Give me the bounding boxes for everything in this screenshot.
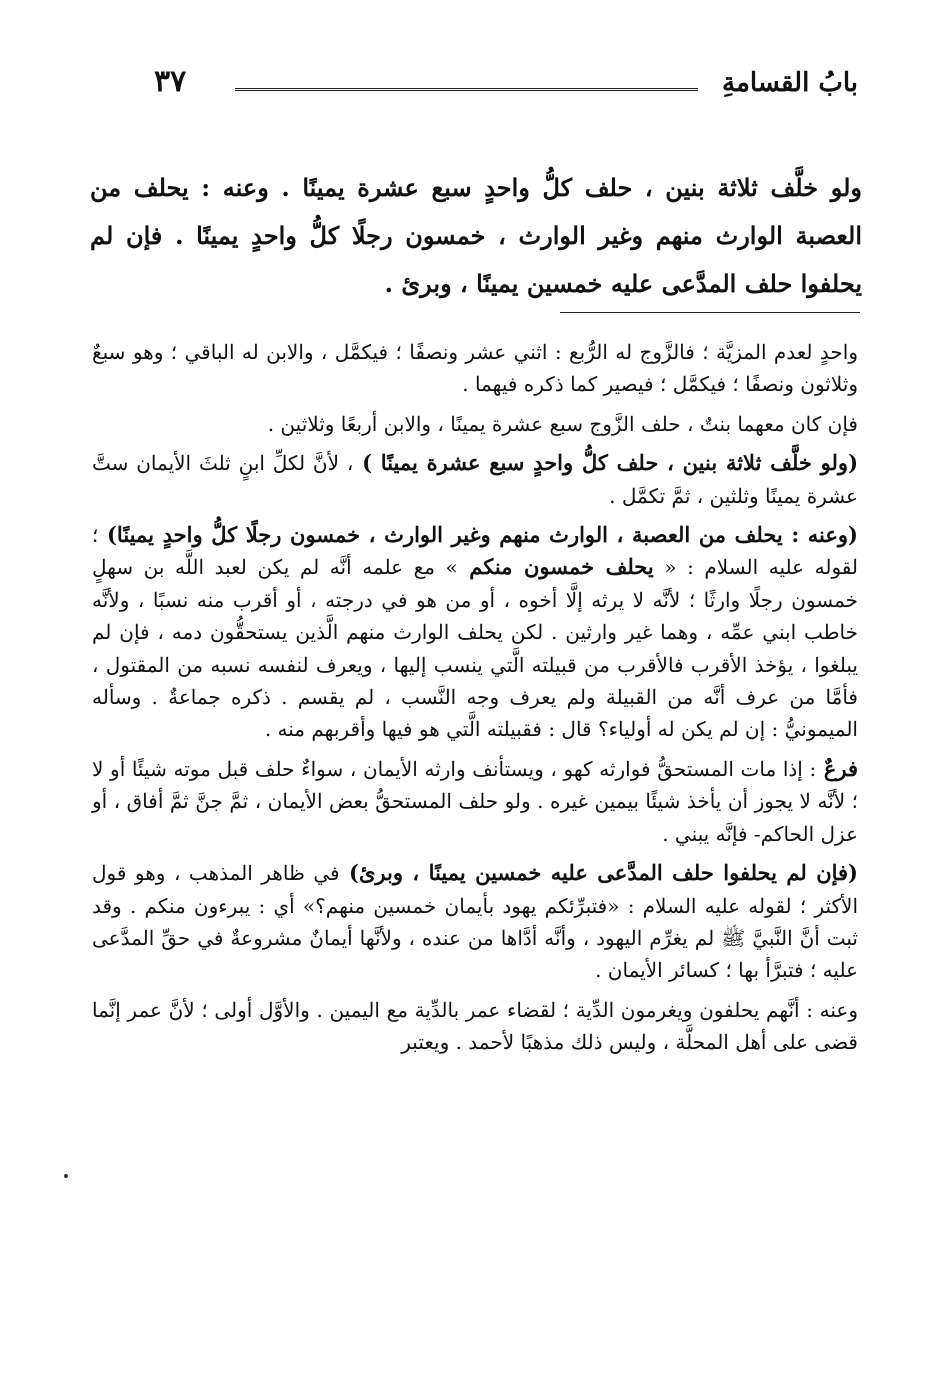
quoted-matn-text: (فإن لم يحلفوا حلف المدَّعى عليه خمسين يمينًا ، وبرئ) <box>339 860 858 886</box>
commentary-text: » مع علمه أنَّه لم يكن لعبد اللَّه بن سهلٍ خمسون رجلًا وارثًا ؛ لأنَّه لا يرثه إلَّا أخوه ، أو من هو في درجته ، أو أقرب منه نسبًا ، ولأنَّه خاطب ابني عمِّه ، وهما غير وارثين . لكن يحلف الوارث منهم الَّذين يستحقُّون دمه ، فإن لم يبلغوا ، يؤخذ الأقرب فالأقرب من قبيلته الَّتي ينسب إليها ، ويعرف لنفسه نسبه من المقتول ، فأمَّا من عرف أنَّه من القبيلة ولم يعرف وجه النَّسب ، لم يقسم . ذكره جماعةٌ . وسأله الميمونيُّ : إن لم يكن له أولياء؟ قال : فقبيلته الَّتي هو فيها وأقربهم منه . <box>92 555 858 742</box>
commentary-text: واحدٍ لعدم المزيَّة ؛ فالزَّوج له الرُّبع : اثني عشر ونصفًا ؛ فيكمَّل ، والابن له الباقي ؛ وهو سبعٌ وثلاثون ونصفًا ؛ فيكمَّل ؛ فيصير كما ذكره فيهما . <box>92 340 858 397</box>
quoted-matn-text: يحلف خمسون منكم <box>457 554 654 580</box>
quoted-matn-text: (وعنه : يحلف من العصبة ، الوارث منهم وغير الوارث ، خمسون رجلًا كلُّ واحدٍ يمينًا) <box>98 522 858 548</box>
commentary-paragraph <box>92 336 858 401</box>
main-text <box>90 164 862 308</box>
quoted-matn-text: (ولو خلَّف ثلاثة بنين ، حلف كلُّ واحدٍ سبع عشرة يمينًا ) <box>353 450 858 476</box>
page-number: ٣٧ <box>154 64 187 99</box>
commentary <box>92 336 858 1066</box>
commentary-text: وعنه : أنَّهم يحلفون ويغرمون الدِّية ؛ لقضاء عمر بالدِّية مع اليمين . والأوَّل أولى ؛ لأنَّ عمر إنَّما قضى على أهل المحلَّة ، وليس ذلك مذهبًا لأحمد . ويعتبر <box>92 997 858 1055</box>
quoted-matn-text: فرعٌ <box>816 755 859 781</box>
header-rule <box>235 88 698 94</box>
commentary-paragraph <box>92 994 858 1059</box>
commentary-paragraph <box>92 447 858 512</box>
commentary-paragraph <box>92 857 858 987</box>
commentary-text: ، لأنَّ لكلِّ ابنٍ ثلثَ الأيمان ستَّ عشرة يمينًا وثلثين ، ثمَّ تكمَّل . <box>92 451 858 508</box>
margin-dot <box>64 1174 68 1178</box>
chapter-title: بابُ القسامةِ <box>722 68 858 98</box>
commentary-text: ؛ لقوله عليه السلام : « <box>92 523 858 580</box>
commentary-text: فإن كان معهما بنتٌ ، حلف الزَّوج سبع عشرة يمينًا ، والابن أربعًا وثلاثين . <box>267 411 858 436</box>
footnote-separator <box>560 312 860 313</box>
commentary-paragraph <box>92 753 858 850</box>
commentary-text: في ظاهر المذهب ، وهو قول الأكثر ؛ لقوله عليه السلام : «فتبرِّئكم يهود بأيمان خمسين منهم؟» أي : يبرءون منكم . وقد ثبت أنَّ النَّبيَّ ﷺ لم يغرِّم اليهود ، وأنَّه أدَّاها من عنده ، ولأنَّها أيمانٌ مشروعةٌ في حقِّ المدَّعى عليه ؛ فتبرَّأ بها ؛ كسائر الأيمان . <box>92 861 858 983</box>
main-paragraph: ولو خلَّف ثلاثة بنين ، حلف كلُّ واحدٍ سبع عشرة يمينًا . وعنه : يحلف من العصبة الوارث منهم وغير الوارث ، خمسون رجلًا كلُّ واحدٍ يمينًا . فإن لم يحلفوا حلف المدَّعى عليه خمسين يمينًا ، وبرئ . <box>90 173 862 298</box>
commentary-text: : إذا مات المستحقُّ فوارثه كهو ، ويستأنف وارثه الأيمان ، سواءٌ حلف قبل موته شيئًا أو لا ؛ لأنَّه لا يجوز أن يأخذ شيئًا بيمين غيره . ولو حلف المستحقُّ بعض الأيمان ، ثمَّ جنَّ ثمَّ أفاق ، أو عزل الحاكم- فإنَّه يبني . <box>92 756 858 846</box>
commentary-paragraph <box>92 408 858 440</box>
page-header <box>150 64 858 104</box>
commentary-paragraph <box>92 519 858 746</box>
